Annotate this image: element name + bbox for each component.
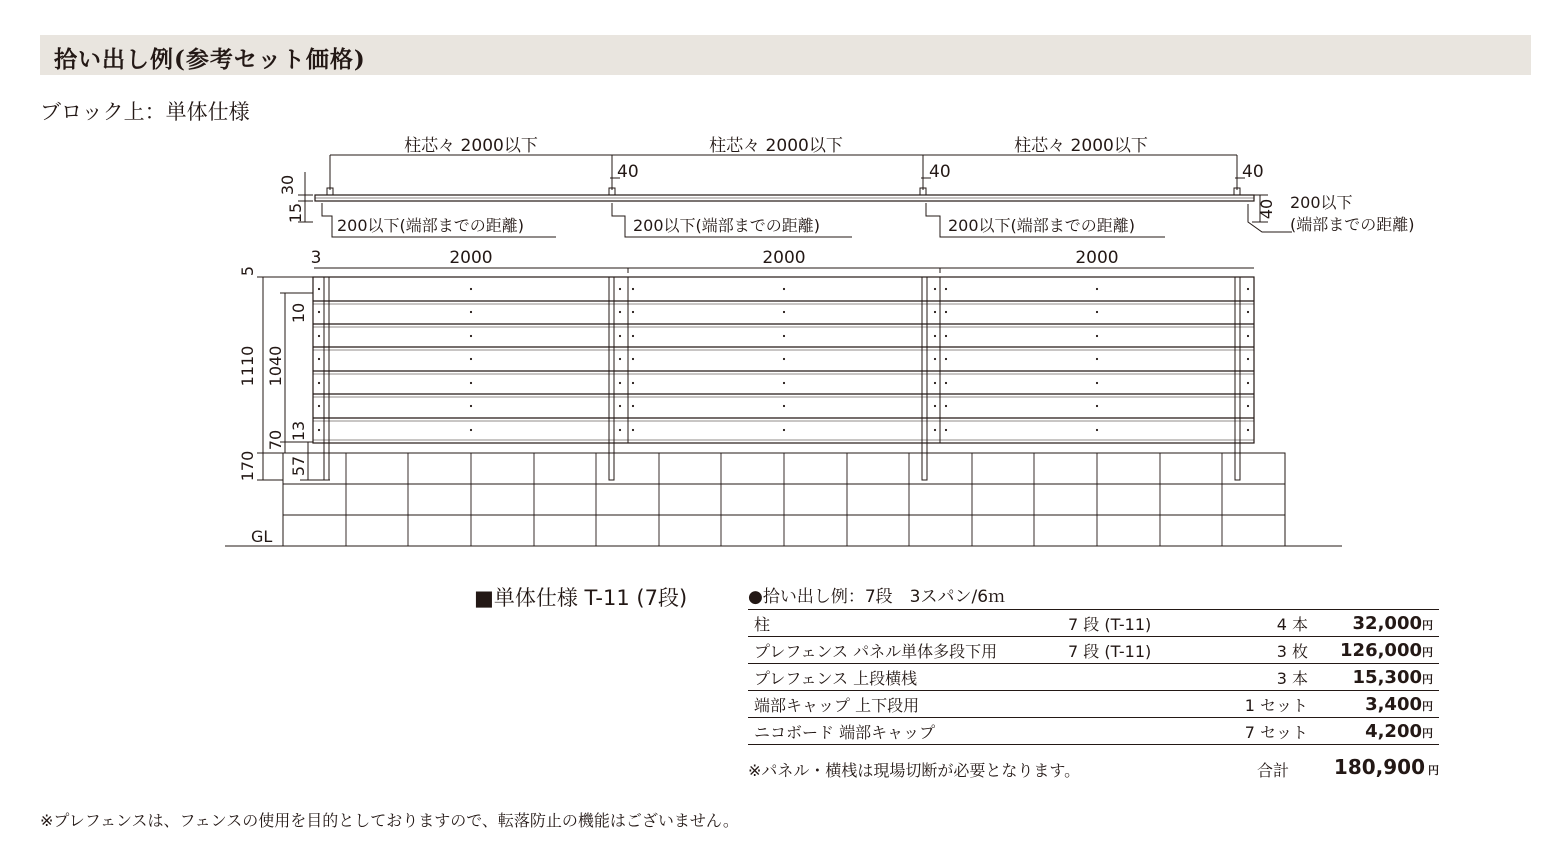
yen-unit: 円: [1422, 726, 1433, 740]
part-price: 15,300: [1352, 666, 1422, 688]
yen-unit: 円: [1422, 618, 1433, 632]
part-qty: 7 セット: [1190, 718, 1314, 745]
yen-unit: 円: [1428, 764, 1439, 777]
part-qty: 3 枚: [1190, 637, 1314, 664]
part-type: [1062, 718, 1190, 745]
dim-15-label: 15: [286, 202, 305, 224]
end-distance-label-3: 200以下(端部までの距離): [948, 216, 1136, 235]
dim-13-label: 13: [289, 420, 308, 442]
part-name: 柱: [748, 610, 1062, 637]
part-price-cell: [1314, 610, 1439, 637]
part-type: [1062, 664, 1190, 691]
part-name: プレフェンス 上段横桟: [748, 664, 1062, 691]
dim-1110-label: 1110: [238, 345, 257, 387]
part-qty: 4 本: [1190, 610, 1314, 637]
dim-1040-label: 1040: [266, 345, 285, 387]
spacing-label-3: 柱芯々 2000以下: [1014, 136, 1148, 156]
part-type: 7 段 (T-11): [1062, 637, 1190, 664]
dim-3-label: 3: [310, 248, 322, 268]
dim-40-label: 40: [1257, 198, 1276, 220]
section-title: 拾い出し例(参考セット価格): [54, 46, 366, 73]
part-price: 3,400: [1365, 693, 1422, 715]
part-price-cell: [1314, 718, 1439, 745]
part-price-cell: [1314, 691, 1439, 718]
end-distance-label-1: 200以下(端部までの距離): [337, 216, 525, 235]
part-price-cell: [1314, 664, 1439, 691]
part-qty: 1 セット: [1190, 691, 1314, 718]
yen-unit: 円: [1422, 672, 1433, 686]
end-distance-label-2: 200以下(端部までの距離): [633, 216, 821, 235]
post-width-label-3: 40: [1242, 162, 1264, 182]
table-row: [748, 664, 1439, 691]
table-row: [748, 691, 1439, 718]
total-row: [748, 755, 1439, 781]
spacing-label-1: 柱芯々 2000以下: [404, 136, 538, 156]
gl-label: GL: [251, 527, 273, 546]
part-price: 126,000: [1340, 639, 1422, 661]
table-row: [748, 610, 1439, 637]
part-name: 端部キャップ 上下段用: [748, 691, 1062, 718]
drawing-subtitle: ブロック上：単体仕様: [40, 100, 250, 124]
part-name: ニコボード 端部キャップ: [748, 718, 1062, 745]
yen-unit: 円: [1422, 645, 1433, 659]
part-type: 7 段 (T-11): [1062, 610, 1190, 637]
cutting-note: ※パネル・横桟は現場切断が必要となります。: [748, 761, 1081, 780]
dim-5-label: 5: [238, 265, 257, 277]
post-width-label-1: 40: [617, 162, 639, 182]
dim-10-label: 10: [289, 302, 308, 324]
dim-57-label: 57: [289, 455, 308, 477]
parts-table: [748, 609, 1439, 745]
span-width-label-3: 2000: [1075, 248, 1119, 268]
table-row: [748, 718, 1439, 745]
right-end-label-line1: 200以下: [1290, 193, 1353, 212]
span-width-label-2: 2000: [762, 248, 806, 268]
dim-30-label: 30: [278, 174, 297, 196]
total-value: 180,900: [1333, 755, 1425, 779]
case-title: ●拾い出し例：7段 3スパン/6ｍ: [748, 587, 1006, 607]
span-width-label-1: 2000: [449, 248, 493, 268]
total-label: 合計: [1257, 761, 1290, 780]
post-width-label-2: 40: [929, 162, 951, 182]
yen-unit: 円: [1422, 699, 1433, 713]
dim-70-label: 70: [266, 429, 285, 451]
part-qty: 3 本: [1190, 664, 1314, 691]
spec-title: ■単体仕様 T-11 (7段): [474, 586, 688, 610]
part-name: プレフェンス パネル単体多段下用: [748, 637, 1062, 664]
part-type: [1062, 691, 1190, 718]
part-price: 4,200: [1365, 720, 1422, 742]
part-price-cell: [1314, 637, 1439, 664]
footnote: ※プレフェンスは、フェンスの使用を目的としておりますので、転落防止の機能はございません。: [40, 811, 739, 830]
part-price: 32,000: [1352, 612, 1422, 634]
dim-170-label: 170: [238, 450, 257, 482]
spacing-label-2: 柱芯々 2000以下: [709, 136, 843, 156]
table-row: [748, 637, 1439, 664]
right-end-label-line2: (端部までの距離): [1290, 215, 1415, 234]
